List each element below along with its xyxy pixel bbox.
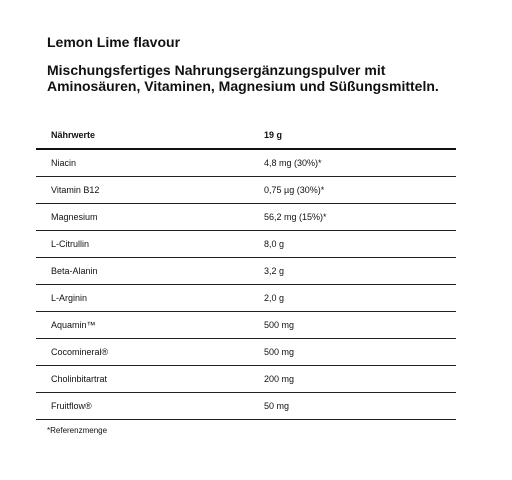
- reference-footnote: *Referenzmenge: [47, 426, 108, 435]
- nutrient-value: 500 mg: [251, 339, 456, 366]
- nutrient-name: Aquamin™: [36, 312, 251, 339]
- nutrient-name: Vitamin B12: [36, 177, 251, 204]
- nutrient-name: Fruitflow®: [36, 393, 251, 420]
- header-amount: 19 g: [251, 122, 456, 149]
- nutrient-value: 4,8 mg (30%)*: [251, 149, 456, 177]
- table-row: [36, 231, 456, 258]
- nutrient-value: 50 mg: [251, 393, 456, 420]
- nutrient-value: 8,0 g: [251, 231, 456, 258]
- nutrient-value: 0,75 µg (30%)*: [251, 177, 456, 204]
- nutrient-name: L-Citrullin: [36, 231, 251, 258]
- table-row: [36, 393, 456, 420]
- table-row: [36, 204, 456, 231]
- nutrient-value: 3,2 g: [251, 258, 456, 285]
- nutrient-value: 56,2 mg (15%)*: [251, 204, 456, 231]
- nutrient-name: Cocomineral®: [36, 339, 251, 366]
- table-row: [36, 177, 456, 204]
- header-nutrient: Nährwerte: [36, 122, 251, 149]
- nutrition-table: [36, 122, 456, 420]
- flavour-title: Lemon Lime flavour: [47, 34, 181, 50]
- table-row: [36, 258, 456, 285]
- nutrient-name: Niacin: [36, 149, 251, 177]
- nutrient-name: Magnesium: [36, 204, 251, 231]
- table-row: [36, 285, 456, 312]
- nutrient-value: 500 mg: [251, 312, 456, 339]
- nutrient-name: L-Arginin: [36, 285, 251, 312]
- nutrient-value: 200 mg: [251, 366, 456, 393]
- table-row: [36, 149, 456, 177]
- table-row: [36, 366, 456, 393]
- table-row: [36, 312, 456, 339]
- nutrient-value: 2,0 g: [251, 285, 456, 312]
- product-description: Mischungsfertiges Nahrungsergänzungspulver mit Aminosäuren, Vitaminen, Magnesium und Süßungsmitteln.: [47, 62, 439, 94]
- table-header-row: [36, 122, 456, 149]
- nutrient-name: Cholinbitartrat: [36, 366, 251, 393]
- nutrient-name: Beta-Alanin: [36, 258, 251, 285]
- table-row: [36, 339, 456, 366]
